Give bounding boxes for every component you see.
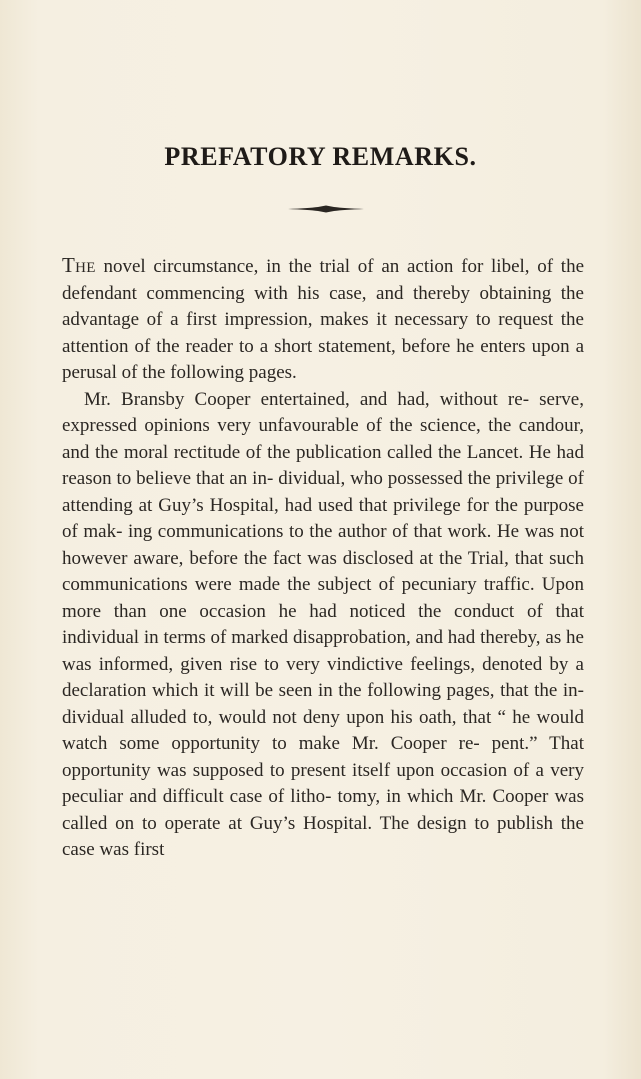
body-text [62,252,584,864]
paragraph-1 [62,252,584,387]
ornamental-rule-icon [288,204,364,214]
page-title: PREFATORY REMARKS. [164,142,477,171]
paragraph-lead-word: The [62,253,96,277]
paragraph-text: novel circumstance, in the trial of an action for libel, of the defendant commencing with his case, and thereby obtaining the advantage of a first impression, makes it necessary to request the attention of the reader to a short statement, before he enters upon a perusal of the following pages. [62,256,584,383]
paragraph-2: Mr. Bransby Cooper entertained, and had, without re- serve, expressed opinions very unfavourable of the science, the candour, and the moral rectitude of the publication called the Lancet. He had reason to believe that an in- dividual, who possessed the privilege of attending at Guy’s Hospital, had used that privilege for the purpose of mak- ing communications to the author of that work. He was not however aware, before the fact was disclosed at the Trial, that such communications were made the subject of pecuniary traffic. Upon more than one occasion he had noticed the conduct of that individual in terms of marked disapprobation, and had thereby, as he was informed, given rise to very vindictive feelings, denoted by a declaration which it will be seen in the following pages, that the in- dividual alluded to, would not deny upon his oath, that “ he would watch some opportunity to make Mr. Cooper re- pent.” That opportunity was supposed to present itself upon occasion of a very peculiar and difficult case of litho- tomy, in which Mr. Cooper was called on to operate at Guy’s Hospital. The design to publish the case was first [62,388,584,860]
